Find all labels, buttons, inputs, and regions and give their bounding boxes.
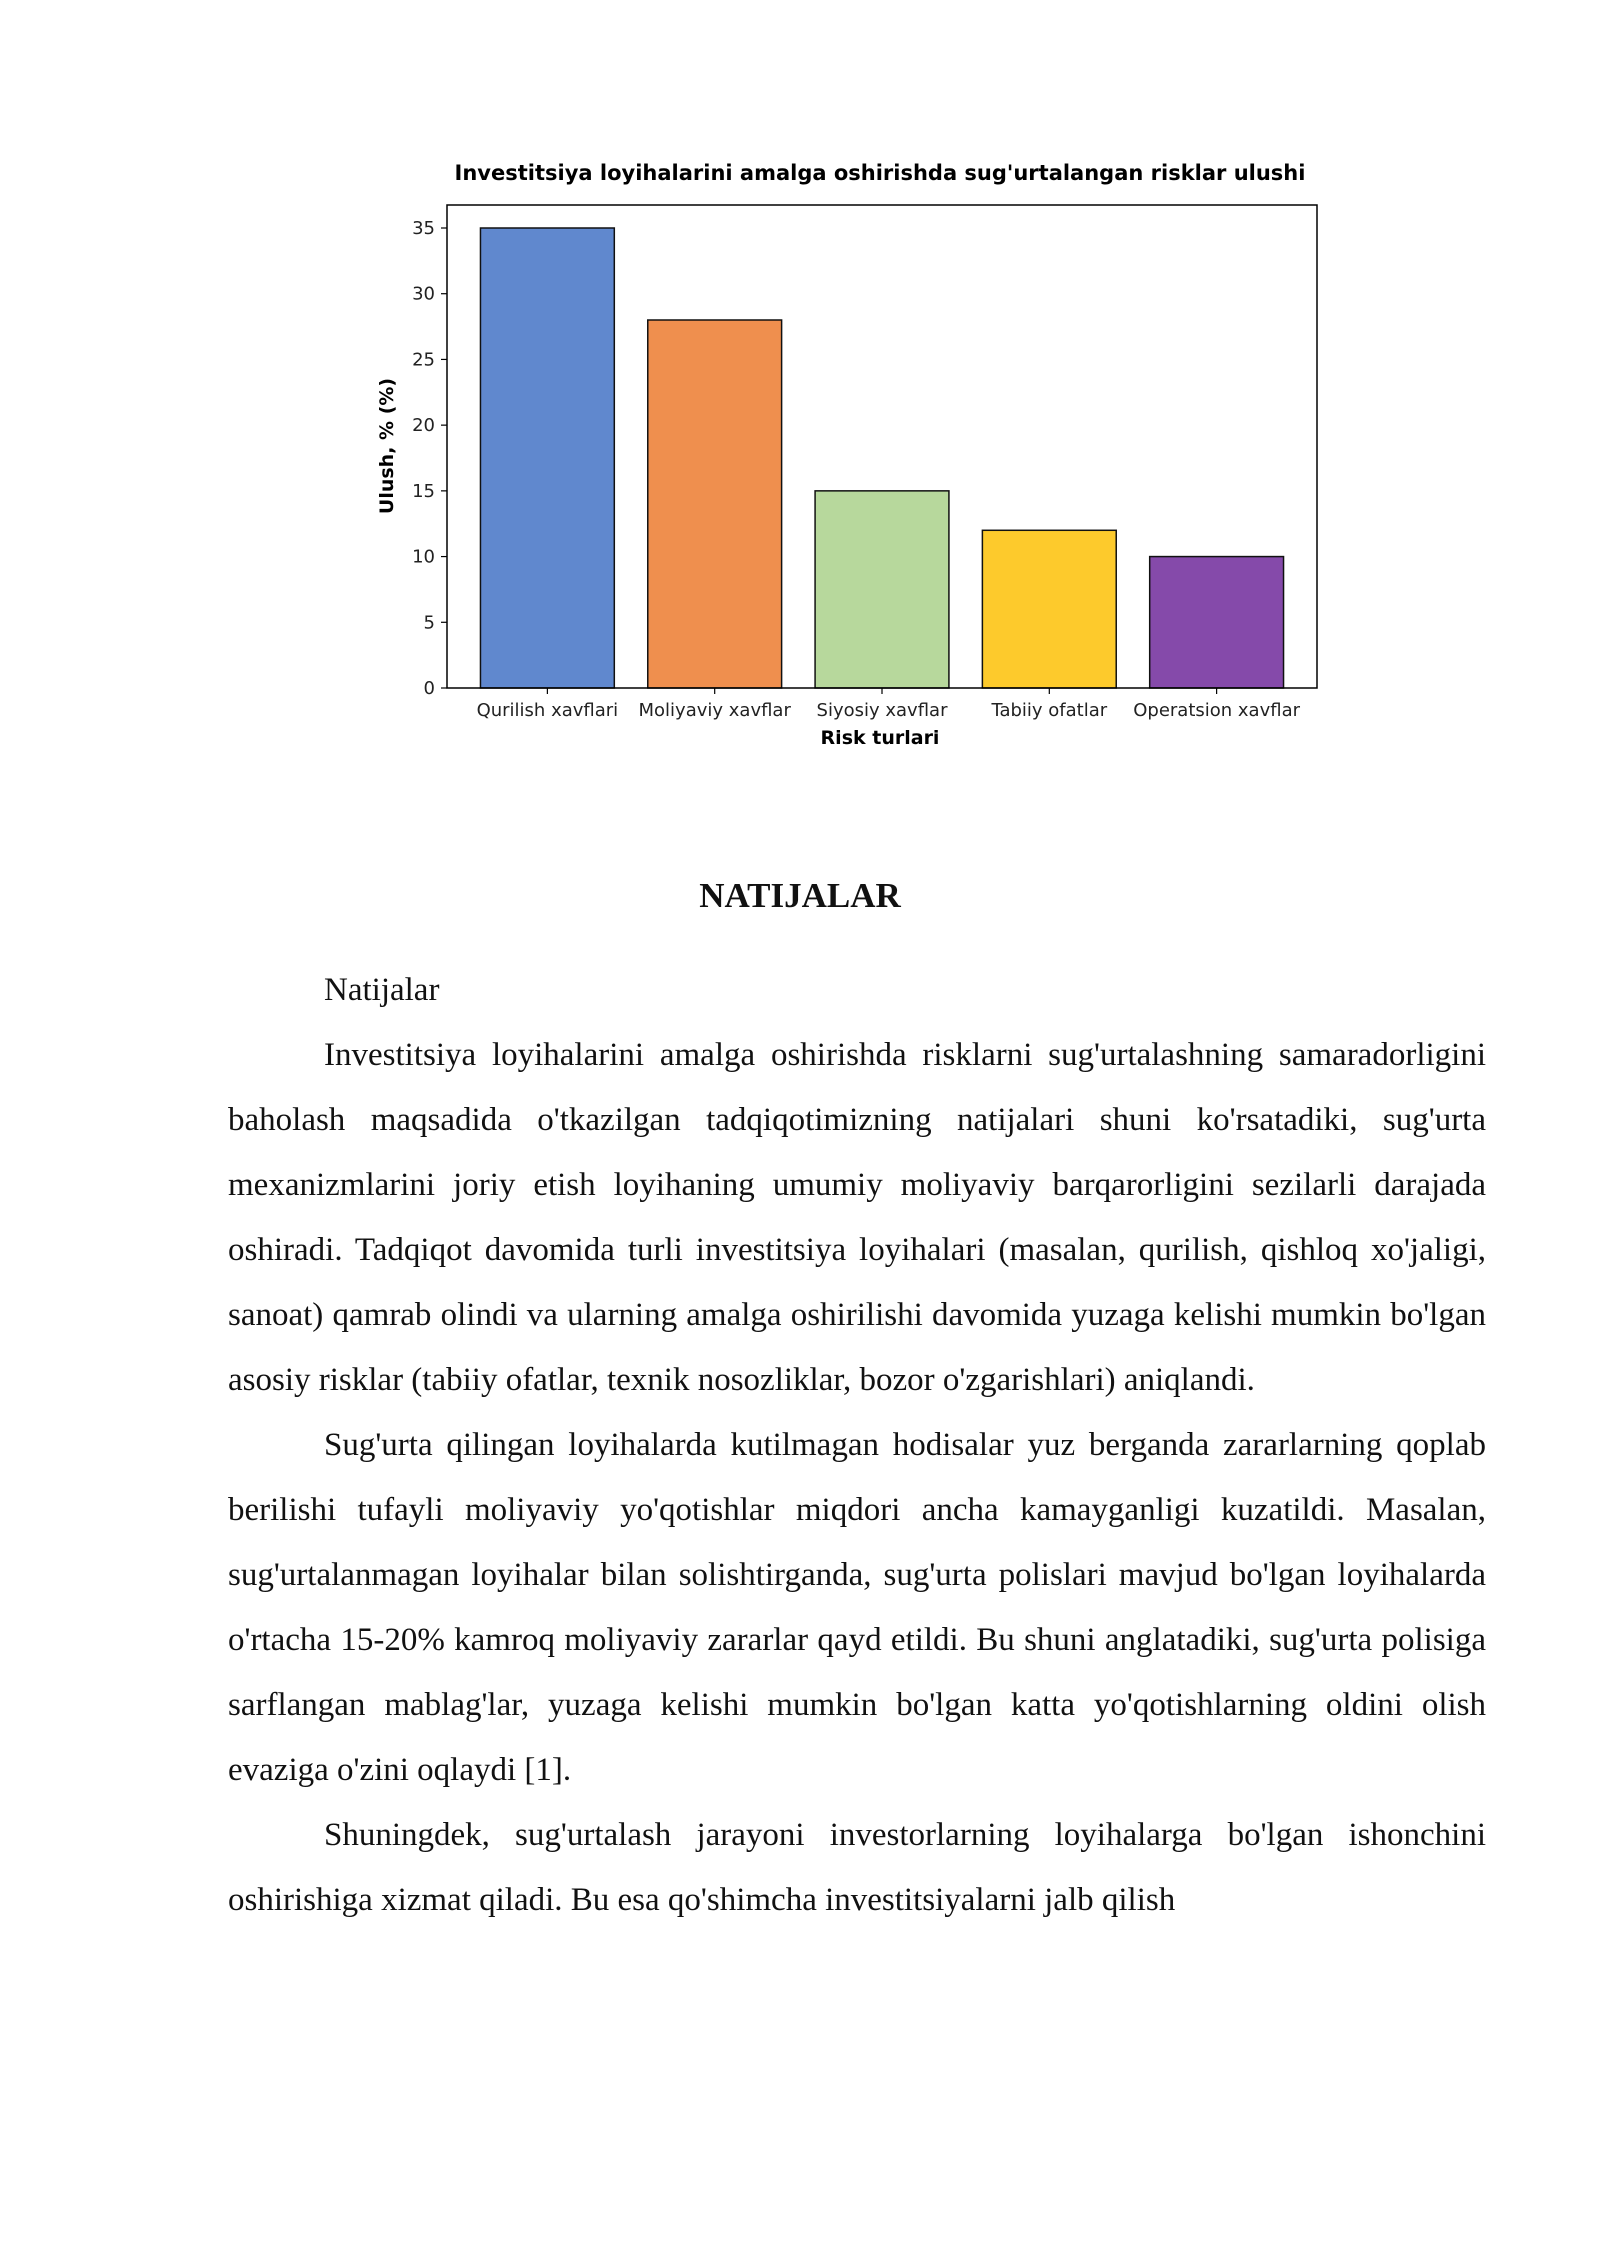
paragraph: Sug'urta qilingan loyihalarda kutilmagan hodisalar yuz berganda zararlarning qoplab berilishi tufayli moliyaviy yo'qotishlar miqdori ancha kamayganligi kuzatildi. Masalan, sug'urtalanmagan loyihalar bilan solishtirganda, sug'urta polislari mavjud bo'lgan loyihalarda o'rtacha 15-20% kamroq moliyaviy zararlar qayd etildi. Bu shuni anglatadiki, sug'urta polisiga sarflangan mablag'lar, yuzaga kelishi mumkin bo'lgan katta yo'qotishlarning oldini olish evaziga o'zini oqlaydi [1]. <box>228 1427 1486 1788</box>
x-tick-label: Siyosiy xavflar <box>816 700 948 721</box>
x-tick-label: Tabiiy ofatlar <box>991 700 1108 721</box>
bar-3 <box>815 491 949 688</box>
bar-2 <box>648 320 782 688</box>
paragraph: Investitsiya loyihalarini amalga oshirishda risklarni sug'urtalashning samaradorligini baholash maqsadida o'tkazilgan tadqiqotimizning natijalari shuni ko'rsatadiki, sug'urta mexanizmlarini joriy etish loyihaning umumiy moliyaviy barqarorligini sezilarli darajada oshiradi. Tadqiqot davomida turli investitsiya loyihalari (masalan, qurilish, qishloq xo'jaligi, sanoat) qamrab olindi va ularning amalga oshirilishi davomida yuzaga kelishi mumkin bo'lgan asosiy risklar (tabiiy ofatlar, texnik nosozliklar, bozor o'zgarishlari) aniqlandi. <box>228 1037 1486 1398</box>
paragraph: Shuningdek, sug'urtalash jarayoni investorlarning loyihalarga bo'lgan ishonchini oshirishiga xizmat qiladi. Bu esa qo'shimcha investitsiyalarni jalb qilish <box>228 1817 1486 1918</box>
x-tick-label: Moliyaviy xavflar <box>638 700 791 721</box>
y-tick-label: 5 <box>423 612 435 634</box>
y-tick-label: 25 <box>412 349 435 371</box>
x-ticks-group <box>477 688 1301 721</box>
y-tick-label: 0 <box>423 678 435 699</box>
bar-4 <box>982 530 1116 688</box>
y-axis-label: Ulush, % (%) <box>376 377 398 515</box>
body-text <box>228 958 1486 1933</box>
section-heading: NATIJALAR <box>699 876 901 915</box>
y-tick-label: 15 <box>412 480 435 502</box>
bars-group <box>480 228 1283 688</box>
chart-title: Investitsiya loyihalarini amalga oshirishda sug'urtalangan risklar ulushi <box>454 161 1306 185</box>
y-tick-label: 10 <box>412 546 435 568</box>
bar-5 <box>1150 557 1284 688</box>
paragraph-subheading: Natijalar <box>324 972 440 1008</box>
y-tick-label: 30 <box>412 283 435 305</box>
x-tick-label: Operatsion xavflar <box>1133 700 1301 721</box>
y-tick-label: 35 <box>412 218 435 239</box>
x-tick-label: Qurilish xavflari <box>476 700 619 721</box>
bar-1 <box>480 228 614 688</box>
y-ticks-group <box>412 218 447 699</box>
bar-chart <box>350 150 1330 770</box>
x-axis-label: Risk turlari <box>820 727 940 749</box>
y-tick-label: 20 <box>412 415 435 437</box>
